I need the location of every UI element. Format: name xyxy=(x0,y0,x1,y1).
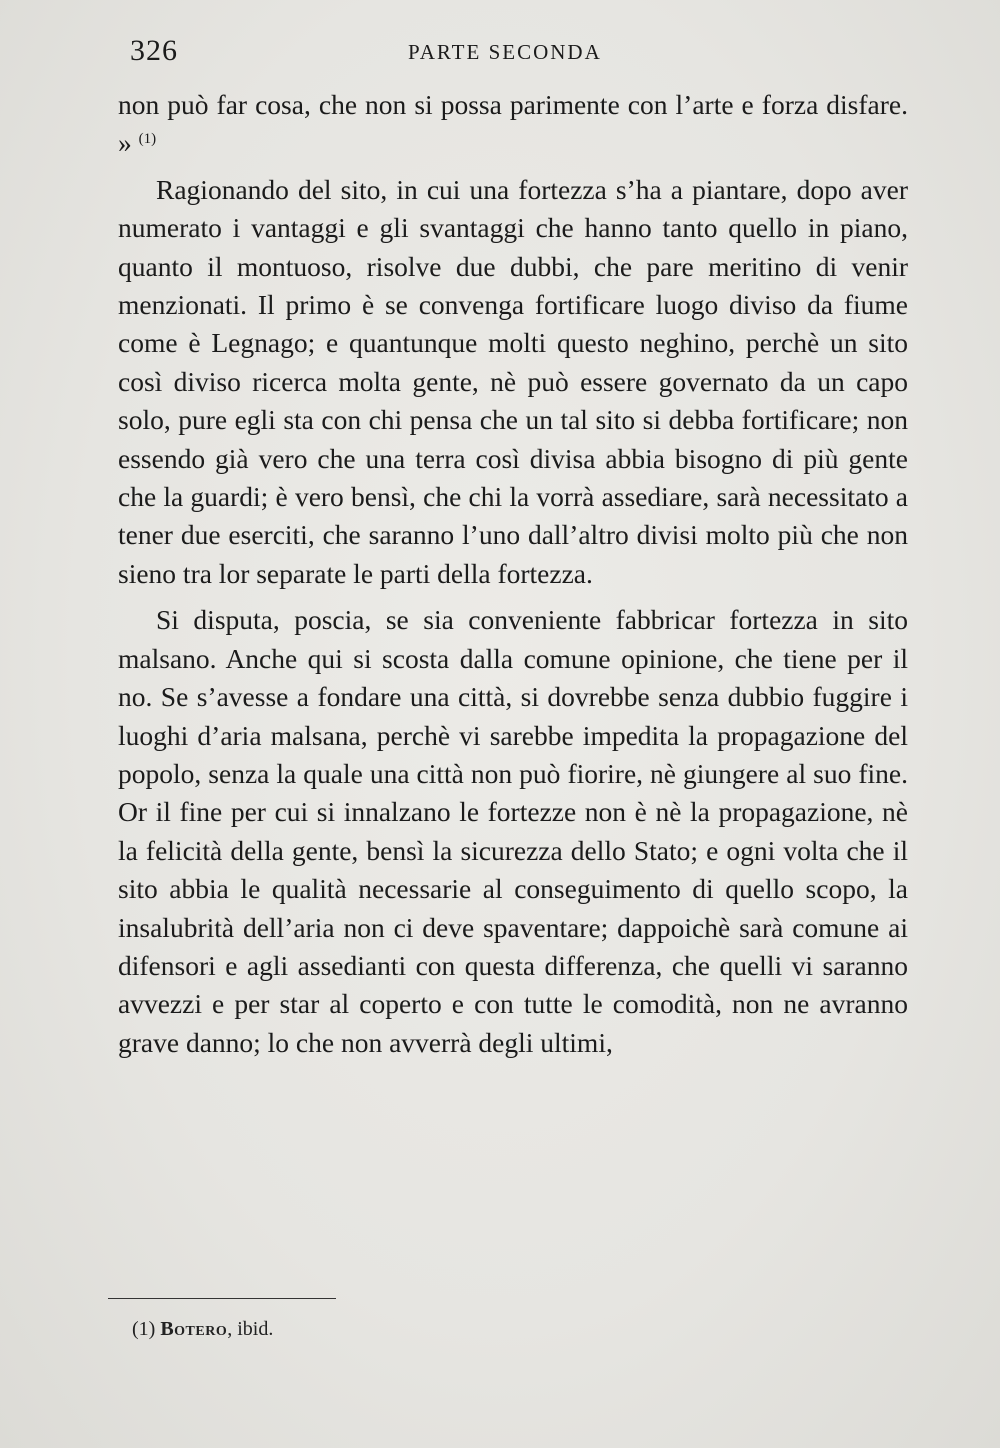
footnote xyxy=(132,1317,273,1341)
footnote-marker: (1) xyxy=(132,1318,156,1340)
running-head: PARTE SECONDA xyxy=(408,40,602,64)
footnote-divider xyxy=(108,1298,336,1299)
page-header xyxy=(118,34,908,74)
footnote-reference: (1) xyxy=(138,131,157,148)
page-number: 326 xyxy=(130,34,178,67)
paragraph-continuation xyxy=(118,86,908,163)
footnote-text: , ibid. xyxy=(227,1318,274,1340)
footnote-author: Botero xyxy=(160,1318,228,1340)
paragraph: Ragionando del sito, in cui una fortezza s’ha a piantare, dopo aver numerato i vantaggi e gli svantaggi che hanno tanto quello in piano, quanto il montuoso, risolve due dubbi, che pare meritino di venir menzionati. Il primo è se convenga fortificare luogo diviso da fiume come è Legnago; e quantunque molti questo neghino, perchè un sito così diviso ricerca molta gente, nè può essere governato da un capo solo, pure egli sta con chi pensa che un tal sito si debba fortificare; non essendo già vero che una terra così divisa abbia bisogno di più gente che la guardi; è vero bensì, che chi la vorrà assediare, sarà necessitato a tener due eserciti, che saranno l’uno dall’altro divisi molto più che non sieno tra lor separate le parti della fortezza. xyxy=(118,173,908,589)
paragraph: Si disputa, poscia, se sia conveniente fabbricar fortezza in sito malsano. Anche qui si scosta dalla comune opinione, che tiene per il no. Se s’avesse a fondare una città, si dovrebbe senza dubbio fuggire i luoghi d’aria malsana, perchè vi sarebbe impedita la propagazione del popolo, senza la quale una città non può fiorire, nè giungere al suo fine. Or il fine per cui si innalzano le fortezze non è nè la propagazione, nè la felicità della gente, bensì la sicurezza dello Stato; e ogni volta che il sito abbia le qualità necessarie al conseguimento di quello scopo, la insalubrità dell’aria non ci deve spaventare; dappoichè sarà comune ai difensori e agli assedianti con questa differenza, che quelli vi saranno avvezzi e per star al coperto e con tutte le comodità, non ne avranno grave danno; lo che non avverrà degli ultimi, xyxy=(118,604,908,1058)
paragraph-text: non può far cosa, che non si possa parimente con l’arte e forza disfare. » xyxy=(118,89,908,159)
body-text xyxy=(118,86,908,1062)
